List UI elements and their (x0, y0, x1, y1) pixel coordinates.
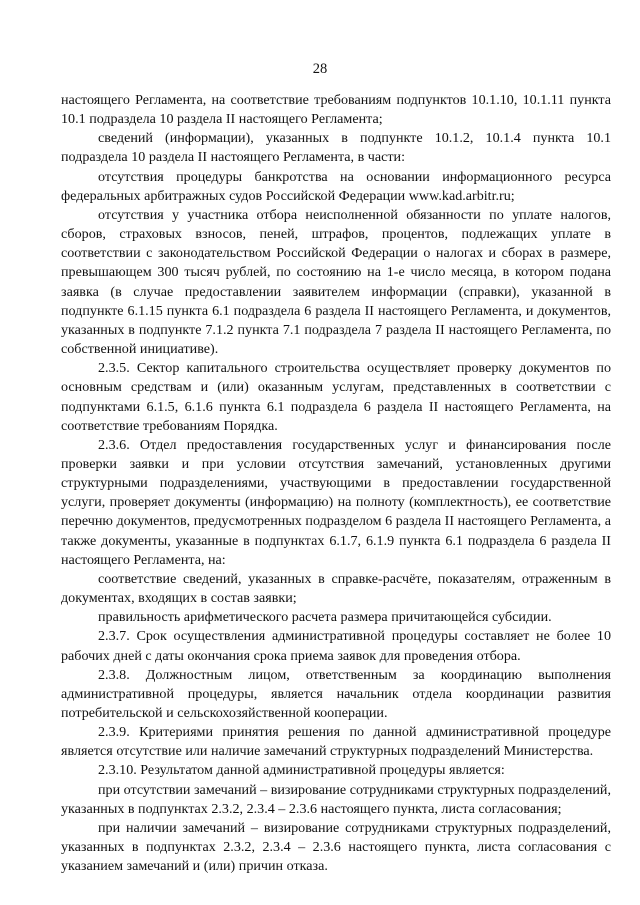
paragraph: 2.3.10. Результатом данной административной процедуры является: (98, 762, 505, 779)
document-body (61, 91, 611, 876)
page-number: 28 (312, 61, 328, 77)
paragraph: 2.3.6. Отдел предоставления государственных услуг и финансирования после проверки заявки и при условии отсутствия замечаний, установленных другими структурными подразделениями, участвующими в предоставлении государственной услуги, проверяет документы (информацию) на полноту (комплектность), ее соответствие перечню документов, предусмотренных подразделом 6 раздела II настоящего Регламента, а также документы, указанные в подпунктах 6.1.7, 6.1.9 пункта 6.1 подраздела 6 раздела II настоящего Регламента, на: (61, 436, 611, 568)
paragraph: правильность арифметического расчета размера причитающейся субсидии. (98, 609, 552, 626)
paragraph: при наличии замечаний – визирование сотрудниками структурных подразделений, указанных в подпунктах 2.3.2, 2.3.4 – 2.3.6 настоящего пункта, листа согласования с указанием замечаний и (или) причин отказа. (61, 819, 611, 875)
paragraph: 2.3.8. Должностным лицом, ответственным за координацию выполнения административной процедуры, является начальник отдела координации развития потребительской и сельскохозяйственной кооперации. (61, 666, 611, 721)
paragraph: отсутствия процедуры банкротства на основании информационного ресурса федеральных арбитражных судов Российской Федерации www.kad.arbitr.ru; (61, 168, 611, 204)
paragraph: настоящего Регламента, на соответствие требованиям подпунктов 10.1.10, 10.1.11 пункта 10.1 подраздела 10 раздела II настоящего Регламента; (61, 92, 611, 128)
paragraph: 2.3.5. Сектор капитального строительства осуществляет проверку документов по основным средствам и (или) оказанным услугам, представленных в соответствии с подпунктами 6.1.5, 6.1.6 пункта 6.1 подраздела 6 раздела II настоящего Регламента, на соответствие требованиям Порядка. (61, 360, 611, 434)
paragraph: сведений (информации), указанных в подпункте 10.1.2, 10.1.4 пункта 10.1 подраздела 10 раздела II настоящего Регламента, в части: (61, 130, 611, 166)
paragraph: при отсутствии замечаний – визирование сотрудниками структурных подразделений, указанных в подпунктах 2.3.2, 2.3.4 – 2.3.6 настоящего пункта, листа согласования; (61, 781, 611, 817)
paragraph: 2.3.9. Критериями принятия решения по данной административной процедуре является отсутствие или наличие замечаний структурных подразделений Министерства. (61, 724, 611, 760)
paragraph: 2.3.7. Срок осуществления административной процедуры составляет не более 10 рабочих дней с даты окончания срока приема заявок для проведения отбора. (61, 628, 611, 664)
paragraph: соответствие сведений, указанных в справке-расчёте, показателям, отраженным в документах, входящих в состав заявки; (61, 570, 611, 607)
paragraph: отсутствия у участника отбора неисполненной обязанности по уплате налогов, сборов, страховых взносов, пеней, штрафов, процентов, подлежащих уплате в соответствии с законодательством Российской Федерации о налогах и сборах в размере, превышающем 300 тысяч рублей, по состоянию на 1-е число месяца, в котором подана заявка (в случае предоставлении заявителем информации (справки), указанной в подпункте 6.1.15 пункта 6.1 подраздела 6 раздела II настоящего Регламента, и документов, указанных в подпункте 7.1.2 пункта 7.1 подраздела 7 раздела II настоящего Регламента, по собственной инициативе). (61, 206, 611, 358)
